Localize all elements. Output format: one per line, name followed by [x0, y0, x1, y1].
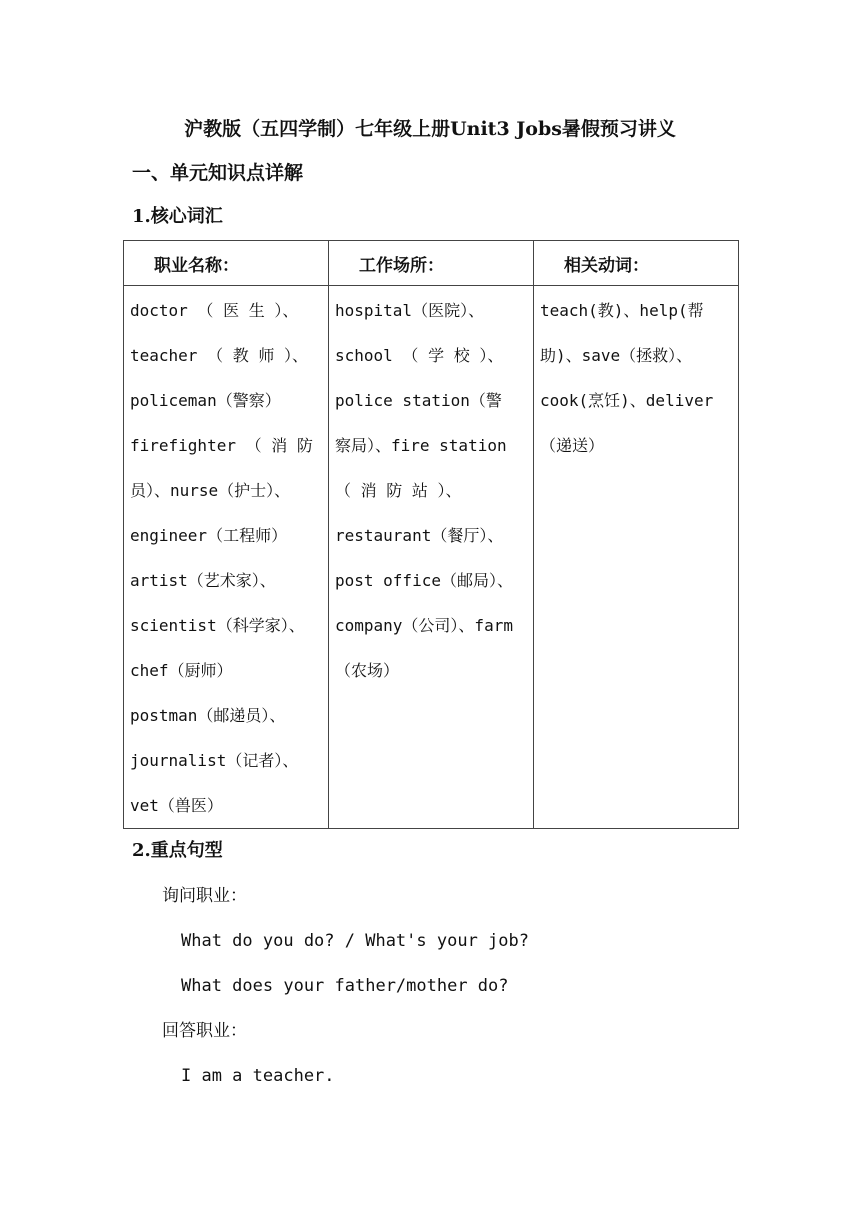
workplace-line: （ 消 防 站 ）、 — [335, 481, 462, 500]
occupation-line: scientist（科学家）、 — [130, 616, 305, 635]
workplace-line: police station（警 — [335, 391, 502, 410]
verb-line: cook(烹饪)、deliver — [540, 391, 714, 410]
verb-line: 助)、save（拯救）、 — [540, 346, 693, 365]
occupation-line: doctor （ 医 生 ）、 — [130, 301, 299, 320]
subsection-heading-vocab: 1.核心词汇 — [132, 206, 223, 227]
occupation-line: artist（艺术家）、 — [130, 571, 276, 590]
workplace-line: （农场） — [335, 661, 400, 680]
section-heading: 一、单元知识点详解 — [132, 162, 304, 184]
verbs-cell — [534, 286, 739, 829]
verb-line: （递送） — [540, 436, 605, 455]
occupation-line: teacher （ 教 师 ）、 — [130, 346, 308, 365]
answer-job-label: 回答职业： — [162, 1021, 247, 1041]
occupation-line: journalist（记者）、 — [130, 751, 299, 770]
ask-job-sentence: What does your father/mother do? — [181, 976, 509, 996]
document-title: 沪教版（五四学制）七年级上册Unit3 Jobs暑假预习讲义 — [184, 118, 676, 140]
ask-job-sentence: What do you do? / What's your job? — [181, 931, 529, 951]
header-workplace: 工作场所： — [329, 241, 534, 286]
ask-job-label: 询问职业： — [162, 886, 247, 906]
occupation-line: engineer（工程师） — [130, 526, 288, 545]
workplace-cell — [329, 286, 534, 829]
verb-line: teach(教)、help(帮 — [540, 301, 704, 320]
header-verbs: 相关动词： — [534, 241, 739, 286]
workplace-line: post office（邮局）、 — [335, 571, 513, 590]
occupation-line: vet（兽医） — [130, 796, 223, 815]
occupation-line: 员）、nurse（护士）、 — [130, 481, 291, 500]
occupation-line: postman（邮递员）、 — [130, 706, 286, 725]
header-occupation: 职业名称： — [124, 241, 329, 286]
workplace-line: restaurant（餐厅）、 — [335, 526, 504, 545]
occupation-line: policeman（警察） — [130, 391, 281, 410]
occupation-line: chef（厨师） — [130, 661, 233, 680]
workplace-line: company（公司）、farm — [335, 616, 513, 635]
vocabulary-table — [123, 240, 739, 829]
workplace-line: 察局）、fire station — [335, 436, 507, 455]
occupation-cell — [124, 286, 329, 829]
subsection-heading-sentences: 2.重点句型 — [132, 840, 223, 861]
workplace-line: school （ 学 校 ）、 — [335, 346, 504, 365]
answer-job-sentence: I am a teacher. — [181, 1066, 335, 1086]
workplace-line: hospital（医院）、 — [335, 301, 485, 320]
occupation-line: firefighter （ 消 防 — [130, 436, 313, 455]
